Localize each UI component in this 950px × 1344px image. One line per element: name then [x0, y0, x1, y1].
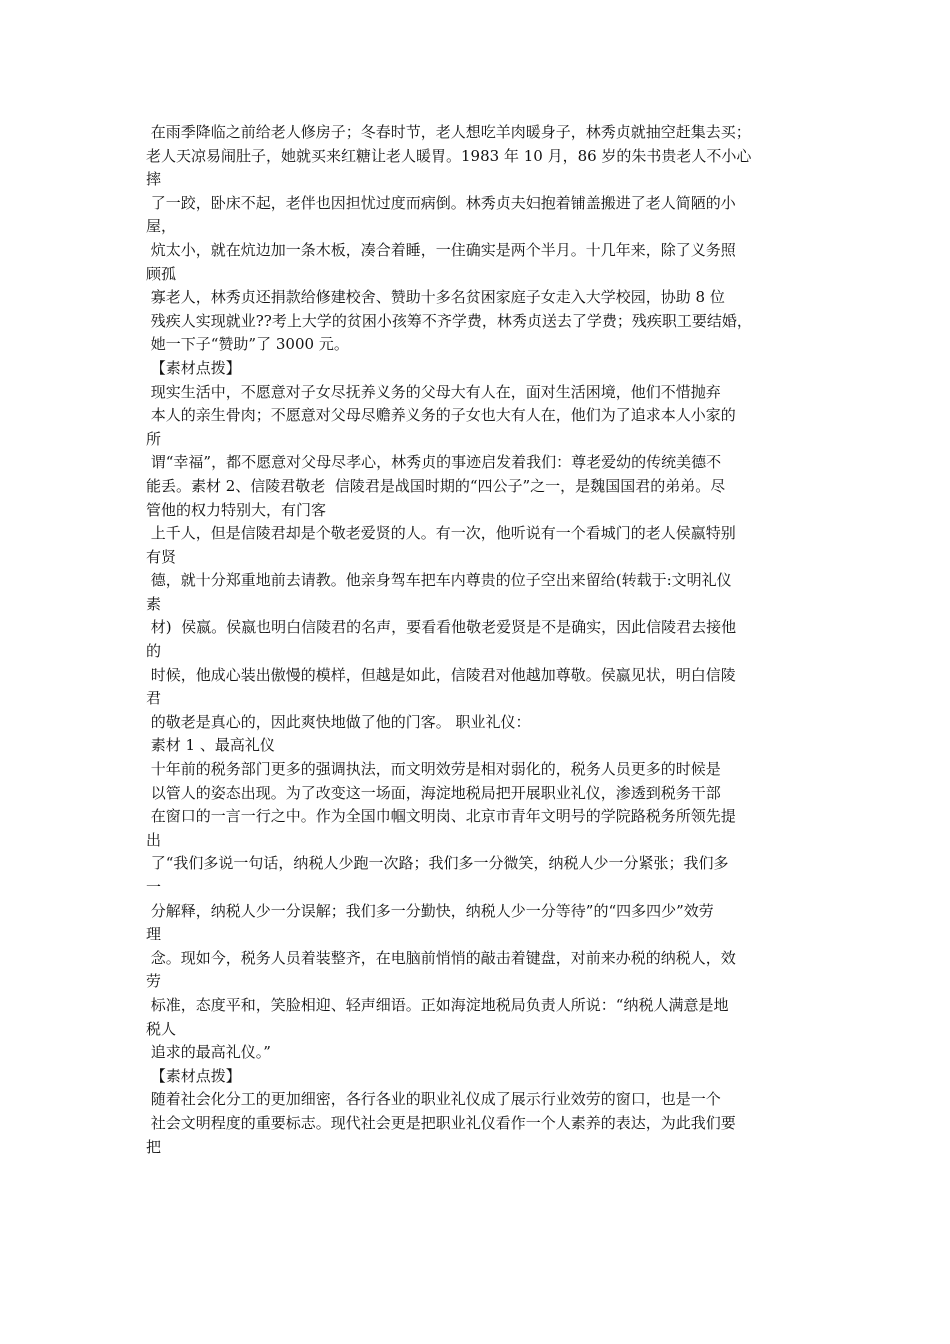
text-line: 以管人的姿态出现。为了改变这一场面，海淀地税局把开展职业礼仪，渗透到税务干部: [146, 783, 721, 802]
text-line: 炕太小，就在炕边加一条木板，凑合着睡，一住确实是两个半月。十几年来，除了义务照: [146, 240, 736, 259]
text-line: 的敬老是真心的，因此爽快地做了他的门客。 职业礼仪：: [146, 712, 531, 731]
text-line: 十年前的税务部门更多的强调执法，而文明效劳是相对弱化的，税务人员更多的时候是: [146, 760, 721, 779]
document-body: [146, 121, 808, 1159]
text-line: 念。现如今，税务人员着装整齐，在电脑前悄悄的敲击着键盘，对前来办税的纳税人，效: [146, 948, 736, 967]
text-line: 的: [146, 642, 162, 661]
text-line: 能丢。素材 2、信陵君敬老 信陵君是战国时期的“四公子”之一，是魏国国君的弟弟。尽: [146, 476, 726, 495]
text-line: 老人天凉易闹肚子，她就买来红糖让老人暖胃。1983 年 10 月，86 岁的朱书贵老人不小心: [146, 146, 752, 165]
text-line: 了“我们多说一句话，纳税人少跑一次路；我们多一分微笑，纳税人少一分紧张；我们多: [146, 854, 729, 873]
text-line: 管他的权力特别大，有门客: [146, 500, 327, 519]
text-line: 德，就十分郑重地前去请教。他亲身驾车把车内尊贵的位子空出来留给(转载于:文明礼仪: [146, 571, 732, 590]
text-line: 顾孤: [146, 264, 177, 283]
text-line: 把: [146, 1137, 162, 1156]
text-line: 劳: [146, 972, 162, 991]
text-line: 在窗口的一言一行之中。作为全国巾帼文明岗、北京市青年文明号的学院路税务所领先提: [146, 807, 736, 826]
text-line: 标准，态度平和，笑脸相迎、轻声细语。正如海淀地税局负责人所说：“纳税人满意是地: [146, 995, 729, 1014]
text-line: 出: [146, 830, 162, 849]
text-line: 一: [146, 878, 162, 896]
text-line: 寡老人，林秀贞还捐款给修建校舍、赞助十多名贫困家庭子女走入大学校园，协助 8 位: [146, 288, 725, 307]
section-heading: 素材 1 、最高礼仪: [146, 736, 275, 755]
text-line: 上千人，但是信陵君却是个敬老爱贤的人。有一次，他听说有一个看城门的老人侯嬴特别: [146, 524, 736, 543]
text-line: 社会文明程度的重要标志。现代社会更是把职业礼仪看作一个人素养的表达，为此我们要: [146, 1113, 736, 1132]
text-line: 税人: [146, 1019, 177, 1038]
text-line: 理: [146, 925, 162, 944]
text-line: 所: [146, 429, 162, 448]
text-line: 时候，他成心装出傲慢的模样，但越是如此，信陵君对他越加尊敬。侯嬴见状，明白信陵: [146, 665, 736, 684]
text-line: 本人的亲生骨肉；不愿意对父母尽赡养义务的子女也大有人在，他们为了追求本人小家的: [146, 406, 736, 425]
text-line: 了一跤，卧床不起，老伴也因担忧过度而病倒。林秀贞夫妇抱着铺盖搬进了老人简陋的小: [146, 193, 736, 212]
text-line: 现实生活中，不愿意对子女尽抚养义务的父母大有人在，面对生活困境，他们不惜抛弃: [146, 382, 721, 401]
text-line: 有贤: [146, 547, 177, 566]
text-line: 谓“幸福”，都不愿意对父母尽孝心，林秀贞的事迹启发着我们：尊老爱幼的传统美德不: [146, 453, 722, 472]
text-line: 君: [146, 689, 162, 708]
text-line: 屋，: [146, 217, 177, 236]
text-line: 追求的最高礼仪。”: [146, 1043, 271, 1062]
section-heading: 【素材点拨】: [146, 358, 241, 377]
section-heading: 【素材点拨】: [146, 1066, 241, 1085]
text-line: 材) 侯嬴。侯嬴也明白信陵君的名声，要看看他敬老爱贤是不是确实，因此信陵君去接他: [146, 618, 737, 637]
text-line: 随着社会化分工的更加细密，各行各业的职业礼仪成了展示行业效劳的窗口，也是一个: [146, 1090, 721, 1109]
text-line: 素: [146, 594, 162, 613]
text-line: 摔: [146, 170, 162, 189]
text-line: 残疾人实现就业??考上大学的贫困小孩筹不齐学费，林秀贞送去了学费；残疾职工要结婚，: [146, 311, 752, 330]
text-line: 她一下子“赞助”了 3000 元。: [146, 335, 349, 354]
text-line: 在雨季降临之前给老人修房子；冬春时节，老人想吃羊肉暖身子，林秀贞就抽空赶集去买；: [146, 123, 751, 141]
text-line: 分解释，纳税人少一分误解；我们多一分勤快，纳税人少一分等待”的“四多四少”效劳: [146, 901, 714, 920]
